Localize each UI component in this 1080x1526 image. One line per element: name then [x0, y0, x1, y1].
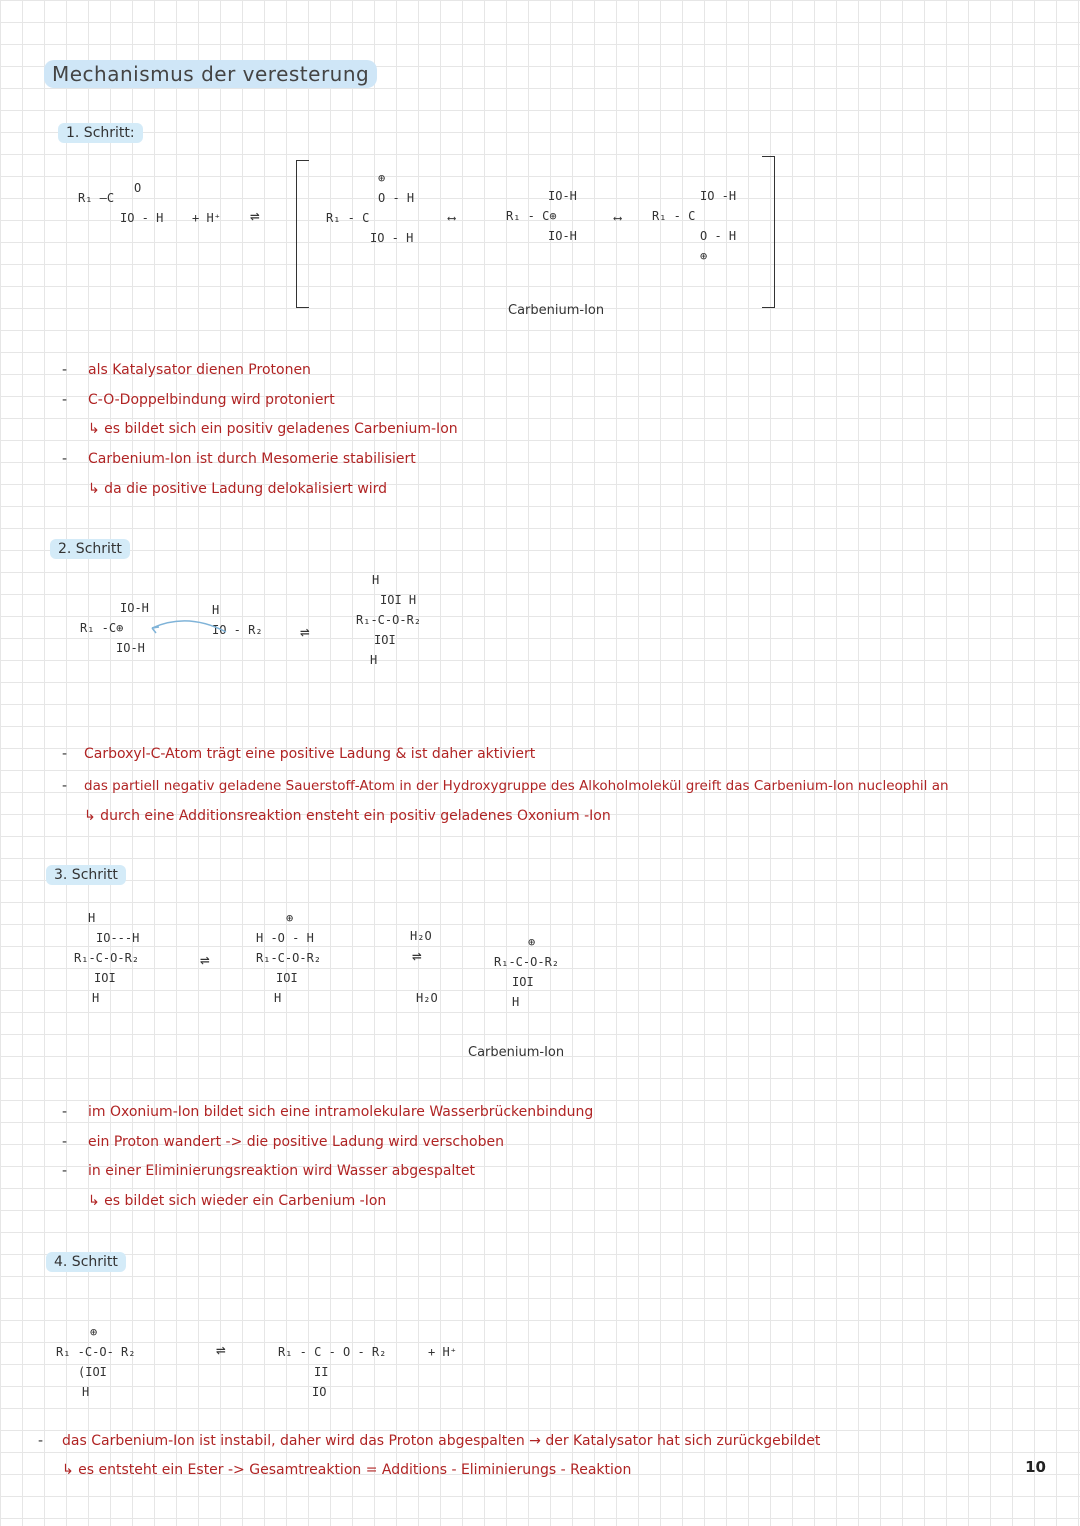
resonance-bracket-right	[762, 156, 775, 308]
step-3-intermediate: ⊕ H -O - H R₁-C-O-R₂ IOI H	[256, 911, 322, 1005]
equilibrium-arrow-2: ⇌	[300, 622, 310, 641]
step-1-resonance-c: IO -H R₁ - C O - H ⊕	[652, 189, 737, 263]
equilibrium-arrow-5: ⇌	[216, 1340, 226, 1359]
water-out: H₂O	[410, 929, 432, 943]
step-1-ion-label: Carbenium-Ion	[508, 303, 605, 318]
step-1-note: Carbenium-Ion ist durch Mesomerie stabilisiert	[88, 451, 416, 467]
step-2-alcohol: H IO - R₂	[212, 603, 263, 637]
step-1-note: C-O-Doppelbindung wird protoniert	[88, 392, 335, 408]
equilibrium-arrow-3: ⇌	[200, 950, 210, 969]
step-1-resonance-b: IO-H R₁ - C⊕ IO-H	[506, 189, 577, 243]
step-2-oxonium: H IOI H R₁-C-O-R₂ IOI H	[356, 573, 422, 667]
step-3-note: im Oxonium-Ion bildet sich eine intramolekulare Wasserbrückenbindung	[88, 1104, 594, 1120]
step-4-ester: R₁ - C - O - R₂ II IO	[278, 1345, 387, 1399]
step-2-note: Carboxyl-C-Atom trägt eine positive Ladung & ist daher aktiviert	[84, 746, 536, 762]
step-4-note: ↳ es entsteht ein Ester -> Gesamtreaktion = Additions - Eliminierungs - Reaktion	[62, 1462, 632, 1478]
step-1-label: 1. Schritt:	[58, 123, 143, 143]
water-in: H₂O	[416, 991, 438, 1005]
step-4-carbenium: ⊕ R₁ -C-O- R₂ (IOI H	[56, 1325, 136, 1399]
step-2-note: das partiell negativ geladene Sauerstoff-Atom in der Hydroxygruppe des Alkoholmolekül greift das Carbenium-Ion nucleophil an	[84, 778, 949, 794]
electron-arrow	[148, 618, 228, 638]
step-1-note: als Katalysator dienen Protonen	[88, 362, 311, 378]
step-2-carbenium: IO-H R₁ -C⊕ IO-H	[80, 601, 149, 655]
step-4-proton: + H⁺	[428, 1345, 457, 1359]
step-3-oxonium: H IO---H R₁-C-O-R₂ IOI H	[74, 911, 140, 1005]
step-3-note: in einer Eliminierungsreaktion wird Wasser abgespaltet	[88, 1163, 475, 1179]
page-number: 10	[1025, 1458, 1046, 1476]
step-1-reactant: O R₁ –C IO - H	[78, 181, 164, 225]
step-4-label: 4. Schritt	[46, 1252, 126, 1272]
step-3-carbenium: ⊕ R₁-C-O-R₂ IOI H	[494, 935, 560, 1009]
step-1-proton: + H⁺	[192, 211, 221, 225]
step-3-ion-label: Carbenium-Ion	[468, 1045, 565, 1060]
step-1-note: ↳ es bildet sich ein positiv geladenes Carbenium-Ion	[88, 421, 458, 437]
resonance-arrow-2: ⟷	[614, 211, 622, 225]
page-title: Mechanismus der veresterung	[44, 60, 377, 88]
step-1-resonance-a: ⊕ O - H R₁ - C IO - H	[326, 171, 415, 245]
step-2-label: 2. Schritt	[50, 539, 130, 559]
resonance-bracket-left	[296, 160, 309, 308]
resonance-arrow-1: ⟷	[448, 211, 456, 225]
step-3-label: 3. Schritt	[46, 865, 126, 885]
equilibrium-arrow-1: ⇌	[250, 206, 260, 225]
step-3-note: ein Proton wandert -> die positive Ladung wird verschoben	[88, 1134, 504, 1150]
equilibrium-arrow-4: ⇌	[412, 946, 422, 965]
step-4-note: das Carbenium-Ion ist instabil, daher wird das Proton abgespalten → der Katalysator hat sich zurückgebildet	[62, 1433, 821, 1449]
step-1-note: ↳ da die positive Ladung delokalisiert wird	[88, 481, 388, 497]
step-2-note: ↳ durch eine Additionsreaktion ensteht ein positiv geladenes Oxonium -Ion	[84, 808, 611, 824]
step-3-note: ↳ es bildet sich wieder ein Carbenium -Ion	[88, 1193, 387, 1209]
